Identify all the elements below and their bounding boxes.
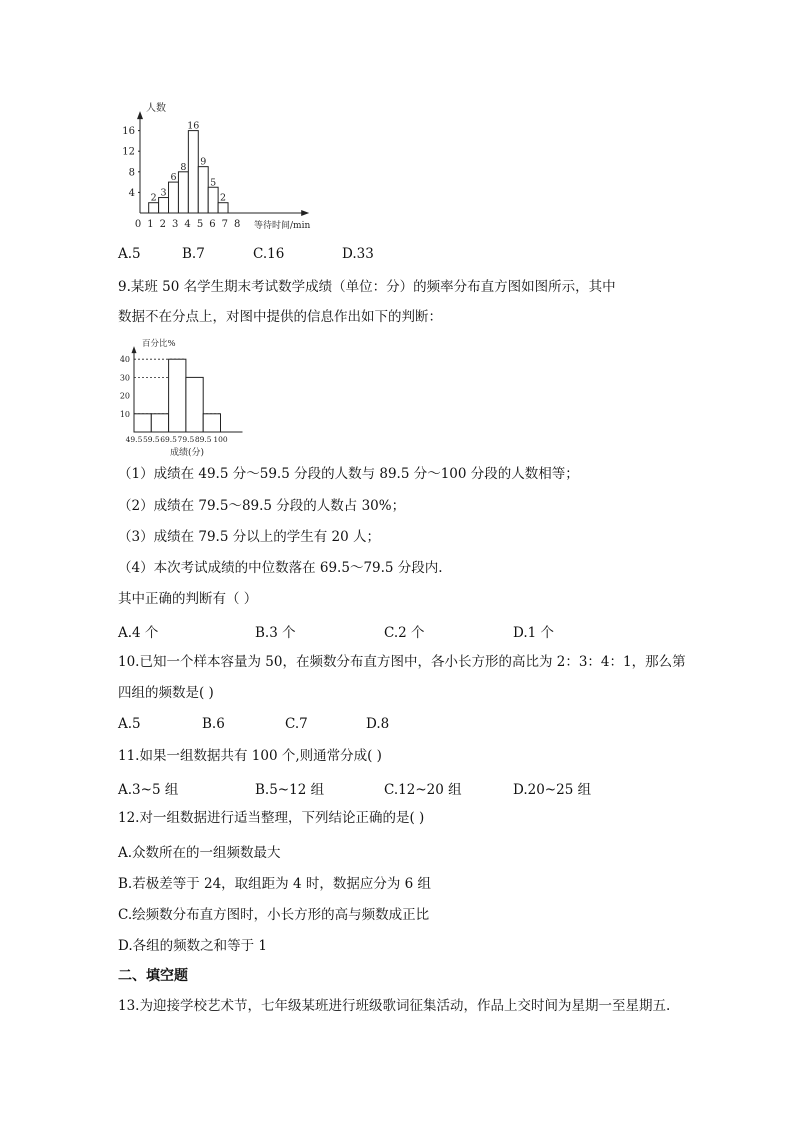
chart1-x-tick-label-5: 5 [196,219,204,230]
chart2-x-tick-label-4: 89.5 [194,435,212,444]
q12-option-d[interactable]: D.各组的频数之和等于 1 [118,938,268,954]
q12-option-a[interactable]: A.众数所在的一组频数最大 [118,845,281,861]
chart1-x-tick-label-4: 4 [184,219,191,230]
chart1-bar-1 [159,198,169,213]
q12-option-c[interactable]: C.绘频数分布直方图时，小长方形的高与频数成正比 [118,907,430,923]
chart1-bar-label-3: 8 [180,161,187,173]
chart2-bar-3 [186,377,203,432]
q10-stem-line2: 四组的频数是( ) [118,685,214,701]
q9-stem-line1: 9.某班 50 名学生期末考试数学成绩（单位：分）的频率分布直方图如图所示，其中 [118,279,616,295]
chart2-xlabel: 成绩(分) [170,448,205,458]
chart1-bar-0 [149,203,159,213]
chart1-bar-label-0: 2 [150,192,157,204]
q13-stem: 13.为迎接学校艺术节，七年级某班进行班级歌词征集活动，作品上交时间为星期一至星期五. [118,998,671,1014]
chart1-bar-6 [208,187,218,213]
chart1-x-tick-label-2: 2 [159,219,166,230]
q9-option-c[interactable]: C.2 个 [384,625,425,641]
q10-option-b[interactable]: B.6 [202,716,225,732]
q12-option-b[interactable]: B.若极差等于 24，取组距为 4 时，数据应分为 6 组 [118,876,432,892]
chart1-x-axis-arrow [301,210,309,216]
chart1-bar-5 [198,167,208,213]
chart1-xlabel: 等待时间/min [254,221,311,231]
chart1-bar-label-7: 2 [220,192,227,204]
q12-stem: 12.对一组数据进行适当整理，下列结论正确的是( ) [118,810,425,826]
chart1-bar-label-6: 5 [210,177,217,189]
q9-option-a[interactable]: A.4 个 [118,625,159,641]
chart2-bar-4 [203,414,220,432]
chart2-x-tick-label-0: 49.5 [125,435,143,444]
chart1-x-tick-label-7: 7 [221,219,228,230]
chart2-x-tick-label-1: 59.5 [142,435,160,444]
chart1-bar-label-4: 16 [187,120,200,132]
q10-stem-line1: 10.已知一个样本容量为 50，在频数分布直方图中，各小长方形的高比为 2：3：4：1，那么第 [118,654,686,670]
waiting-time-histogram [118,94,328,234]
q11-stem: 11.如果一组数据共有 100 个,则通常分成( ) [118,748,382,764]
q8-option-d[interactable]: D.33 [342,246,374,262]
chart1-bar-7 [218,203,228,213]
chart1-bar-4 [188,131,198,213]
chart1-bar-3 [178,172,188,213]
chart1-y-axis-arrow [137,111,143,119]
q9-judgment-2: （2）成绩在 79.5～89.5 分段的人数占 30%； [118,498,406,514]
q11-option-b[interactable]: B.5~12 组 [255,782,325,798]
q11-option-c[interactable]: C.12~20 组 [384,782,462,798]
chart2-y-tick-label-3: 40 [119,355,130,365]
q9-question: 其中正确的判断有（ ） [118,591,258,607]
chart2-x-tick-label-5: 100 [213,435,228,444]
q9-judgment-3: （3）成绩在 79.5 分以上的学生有 20 人； [118,529,380,545]
chart1-y-tick-label-1: 8 [128,167,135,179]
q9-judgment-1: （1）成绩在 49.5 分～59.5 分段的人数与 89.5 分～100 分段的人数相等； [118,466,579,482]
chart2-x-tick-label-2: 69.5 [160,435,177,444]
q11-option-d[interactable]: D.20~25 组 [513,782,592,798]
chart2-y-axis-arrow [132,346,137,353]
q9-stem-line2: 数据不在分点上，对图中提供的信息作出如下的判断： [118,309,442,325]
chart1-y-tick-label-3: 16 [122,126,135,138]
q11-option-a[interactable]: A.3~5 组 [118,782,179,798]
chart2-ylabel: 百分比% [142,339,176,349]
chart2-bar-1 [151,414,168,432]
chart1-bar-label-2: 6 [170,172,177,184]
q8-option-b[interactable]: B.7 [182,246,205,262]
chart1-bar-label-5: 9 [200,156,207,168]
score-percentage-histogram [112,334,272,460]
chart2-y-tick-label-2: 30 [119,373,130,383]
chart1-x-tick-label-0: 0 [134,219,142,230]
chart1-x-tick-label-6: 6 [209,219,216,230]
chart2-bar-0 [134,414,151,432]
chart1-y-tick-label-2: 12 [122,146,135,158]
q8-option-a[interactable]: A.5 [118,246,141,262]
chart1-x-tick-label-1: 1 [147,219,154,230]
q9-option-b[interactable]: B.3 个 [255,625,296,641]
chart2-x-tick-label-3: 79.5 [177,435,195,444]
q10-option-c[interactable]: C.7 [285,716,308,732]
section-title-fill-in: 二、填空题 [118,968,188,984]
q9-judgment-4: （4）本次考试成绩的中位数落在 69.5～79.5 分段内. [118,560,443,576]
q8-option-c[interactable]: C.16 [253,246,285,262]
chart1-bar-2 [169,182,179,213]
chart2-y-tick-label-1: 20 [119,391,130,401]
q10-option-d[interactable]: D.8 [366,716,390,732]
q9-option-d[interactable]: D.1 个 [513,625,555,641]
chart1-x-tick-label-3: 3 [172,219,179,230]
chart2-y-tick-label-0: 10 [119,409,130,419]
chart1-bar-label-1: 3 [160,187,167,199]
q10-option-a[interactable]: A.5 [118,716,141,732]
chart1-x-tick-label-8: 8 [234,219,241,230]
chart2-bar-2 [169,359,186,432]
chart1-ylabel: 人数 [146,103,166,114]
chart1-y-tick-label-0: 4 [128,187,135,199]
